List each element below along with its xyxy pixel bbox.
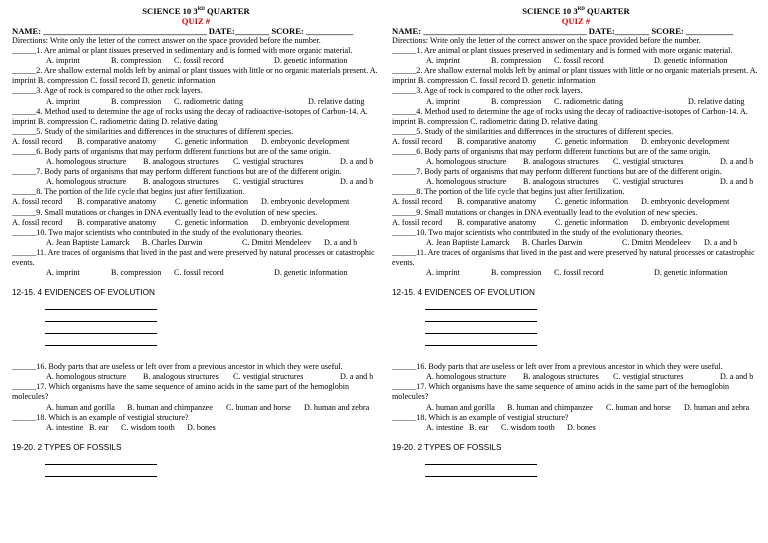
answer-option: D. a and b (720, 372, 754, 382)
title-superscript: RD (577, 7, 585, 12)
answer-blank-line[interactable] (45, 453, 157, 465)
answer-blank-line[interactable] (425, 465, 537, 477)
answer-option: C. genetic information (175, 136, 249, 146)
answer-option: D. a and b (340, 177, 374, 187)
answer-option: A. homologous structure (426, 177, 507, 187)
answer-option: D. a and b (340, 372, 374, 382)
answer-option: A. human and gorilla (426, 402, 495, 412)
answer-option: B. compression (491, 56, 542, 66)
answer-options (392, 177, 760, 187)
answer-option: D. human and zebra (304, 402, 370, 412)
answer-option: A. imprint (46, 56, 80, 66)
answer-option: B. compression (111, 56, 162, 66)
answer-option: C. vestigial structures (233, 372, 304, 382)
answer-options (12, 137, 380, 147)
answer-option: C. vestigial structures (613, 177, 684, 187)
answer-option: C. radiometric dating (554, 96, 624, 106)
answer-option: B. compression (111, 268, 162, 278)
answer-options (12, 268, 380, 278)
question-text: ______17. Which organisms have the same sequence of amino acids in the same part of the hemoglobin molecules? (392, 382, 730, 402)
answer-blank-line[interactable] (45, 465, 157, 477)
fossil-types-section-heading: 19-20. 2 TYPES OF FOSSILS (12, 442, 122, 452)
answer-option: D. embryonic development (261, 217, 350, 227)
answer-blank-line[interactable] (425, 310, 537, 322)
answer-option: A. imprint (46, 96, 80, 106)
answer-options (392, 403, 760, 413)
answer-option: B. Charles Darwin (522, 237, 583, 247)
answer-blank-line[interactable] (425, 334, 537, 346)
question-text: ______5. Study of the similarities and differences in the structures of different species. (392, 126, 674, 136)
fossil-types-section-heading: 19-20. 2 TYPES OF FOSSILS (392, 442, 502, 452)
question-text: ______4. Method used to determine the age of rocks using the decay of radioactive-isotopes of Carbon-14. A. imprint B. compression C. radiometric dating D. relative dating (392, 106, 748, 126)
answer-option: B. analogous structures (523, 372, 599, 382)
answer-blank-line[interactable] (45, 298, 157, 310)
answer-option: D. bones (567, 422, 596, 432)
answer-option: A. fossil record (392, 217, 443, 227)
answer-options (392, 372, 760, 382)
title-quarter: QUARTER (584, 5, 630, 16)
question-text: ______1. Are animal or plant tissues preserved in sedimentary and is formed with more organic material. (392, 46, 733, 56)
answer-option: A. imprint (426, 56, 460, 66)
quiz-column-left (12, 5, 380, 477)
question-text: ______16. Body parts that are useless or left over from a previous ancestor in which they were useful. (12, 362, 343, 372)
answer-options (392, 137, 760, 147)
answer-option: A. intestine (46, 422, 84, 432)
spacer (12, 346, 380, 362)
spacer (392, 346, 760, 362)
answer-option: A. imprint (426, 96, 460, 106)
answer-options (12, 218, 380, 228)
answer-option: C. wisdom tooth (121, 422, 175, 432)
name-date-score-line[interactable]: NAME: ______________________________________ DATE:________ SCORE: ___________ (12, 25, 354, 36)
answer-option: D. embryonic development (641, 217, 730, 227)
answer-option: B. comparative anatomy (77, 197, 157, 207)
answer-options (392, 423, 760, 433)
quiz-title (12, 5, 380, 16)
answer-options (392, 268, 760, 278)
answer-option: A. homologous structure (46, 177, 127, 187)
answer-option: A. fossil record (392, 197, 443, 207)
answer-option: C. genetic information (175, 217, 249, 227)
question-text: ______6. Body parts of organisms that may perform different functions but are of the same origin. (392, 146, 711, 156)
question-text: ______10. Two major scientists who contributed in the study of the evolutionary theories. (12, 227, 304, 237)
answer-option: A. intestine (426, 422, 464, 432)
question-text: ______8. The portion of the life cycle that begins just after fertilization. (12, 187, 245, 197)
answer-option: A. fossil record (12, 136, 63, 146)
answer-option: A. imprint (46, 268, 80, 278)
directions: Directions: Write only the letter of the correct answer on the space provided before the number. (12, 35, 321, 45)
directions: Directions: Write only the letter of the correct answer on the space provided before the number. (392, 35, 701, 45)
answer-option: B. analogous structures (523, 157, 599, 167)
answer-option: A. homologous structure (426, 157, 507, 167)
answer-option: B. ear (89, 422, 109, 432)
answer-option: A. homologous structure (426, 372, 507, 382)
answer-option: D. relative dating (688, 96, 745, 106)
answer-blank-line[interactable] (425, 322, 537, 334)
answer-option: B. compression (491, 96, 542, 106)
answer-option: C. Dmitri Mendeleev (242, 237, 312, 247)
answer-option: B. comparative anatomy (77, 217, 157, 227)
answer-option: B. comparative anatomy (457, 197, 537, 207)
answer-option: B. analogous structures (143, 372, 219, 382)
answer-option: C. fossil record (554, 56, 604, 66)
answer-option: D. genetic information (654, 268, 728, 278)
title-superscript: RD (197, 7, 205, 12)
evidences-section-heading: 12-15. 4 EVIDENCES OF EVOLUTION (392, 288, 535, 298)
question-text: ______6. Body parts of organisms that may perform different functions but are of the same origin. (12, 146, 331, 156)
answer-option: C. Dmitri Mendeleev (622, 237, 692, 247)
question-text: ______2. Are shallow external molds left by animal or plant tissues with little or no organic materials present. A. imprint B. compression C. fossil record D. genetic information (12, 66, 378, 86)
answer-option: C. vestigial structures (613, 157, 684, 167)
answer-options (392, 218, 760, 228)
answer-blank-line[interactable] (425, 453, 537, 465)
answer-options (12, 157, 380, 167)
answer-options (12, 403, 380, 413)
answer-option: C. genetic information (175, 197, 249, 207)
answer-option: C. vestigial structures (233, 157, 304, 167)
answer-blank-line[interactable] (425, 298, 537, 310)
answer-option: D. a and b (720, 177, 754, 187)
answer-blank-line[interactable] (45, 310, 157, 322)
answer-option: D. embryonic development (641, 136, 730, 146)
answer-options (392, 157, 760, 167)
answer-options (12, 423, 380, 433)
answer-option: A. Jean Baptiste Lamarck (426, 237, 510, 247)
answer-option: A. human and gorilla (46, 402, 115, 412)
answer-option: D. embryonic development (261, 136, 350, 146)
answer-option: A. fossil record (12, 217, 63, 227)
answer-option: A. fossil record (392, 136, 443, 146)
answer-option: D. human and zebra (684, 402, 750, 412)
quiz-number: QUIZ # (561, 15, 591, 26)
answer-options (12, 238, 380, 248)
question-text: ______1. Are animal or plant tissues preserved in sedimentary and is formed with more organic material. (12, 46, 353, 56)
question-text: ______18. Which is an example of vestigial structure? (12, 412, 189, 422)
answer-option: B. compression (111, 96, 162, 106)
answer-option: B. analogous structures (143, 177, 219, 187)
answer-options (12, 97, 380, 107)
question-text: ______18. Which is an example of vestigial structure? (392, 412, 569, 422)
question-text: ______9. Small mutations or changes in DNA eventually lead to the evolution of new species. (392, 207, 698, 217)
answer-option: C. genetic information (555, 217, 629, 227)
title-quarter: QUARTER (204, 5, 250, 16)
answer-option: B. human and chimpanzee (127, 402, 213, 412)
answer-options (392, 97, 760, 107)
answer-option: C. genetic information (555, 197, 629, 207)
answer-option: B. ear (469, 422, 489, 432)
question-text: ______17. Which organisms have the same sequence of amino acids in the same part of the hemoglobin molecules? (12, 382, 350, 402)
answer-options (12, 177, 380, 187)
answer-option: C. vestigial structures (613, 372, 684, 382)
question-text: ______11. Are traces of organisms that lived in the past and were preserved by natural processes or catastrophic events. (12, 247, 375, 268)
quiz-title (392, 5, 760, 16)
answer-option: B. comparative anatomy (457, 217, 537, 227)
answer-options (392, 56, 760, 66)
answer-option: D. embryonic development (261, 197, 350, 207)
question-text: ______8. The portion of the life cycle that begins just after fertilization. (392, 187, 625, 197)
answer-option: C. fossil record (174, 268, 224, 278)
answer-option: D. a and b (340, 157, 374, 167)
question-text: ______3. Age of rock is compared to the other rock layers. (12, 86, 203, 96)
answer-options (12, 56, 380, 66)
answer-option: A. homologous structure (46, 372, 127, 382)
answer-option: C. human and horse (226, 402, 291, 412)
answer-option: D. a and b (324, 237, 358, 247)
answer-option: A. homologous structure (46, 157, 127, 167)
answer-options (12, 372, 380, 382)
answer-option: D. relative dating (308, 96, 365, 106)
answer-option: D. genetic information (274, 56, 348, 66)
quiz-number: QUIZ # (181, 15, 211, 26)
answer-option: A. fossil record (12, 197, 63, 207)
evidences-section-heading: 12-15. 4 EVIDENCES OF EVOLUTION (12, 288, 155, 298)
answer-blank-line[interactable] (45, 334, 157, 346)
name-date-score-line[interactable]: NAME: ______________________________________ DATE:________ SCORE: ___________ (392, 25, 734, 36)
answer-option: D. a and b (704, 237, 738, 247)
question-text: ______4. Method used to determine the age of rocks using the decay of radioactive-isotopes of Carbon-14. A. imprint B. compression C. radiometric dating D. relative dating (12, 106, 368, 126)
answer-option: C. genetic information (555, 136, 629, 146)
question-text: ______7. Body parts of organisms that may perform different functions but are of the different origin. (392, 167, 722, 177)
answer-option: D. genetic information (274, 268, 348, 278)
answer-option: D. a and b (720, 157, 754, 167)
answer-option: C. fossil record (174, 56, 224, 66)
question-text: ______2. Are shallow external molds left by animal or plant tissues with little or no organic materials present. A. imprint B. compression C. fossil record D. genetic information (392, 66, 758, 86)
answer-option: C. fossil record (554, 268, 604, 278)
question-text: ______11. Are traces of organisms that lived in the past and were preserved by natural processes or catastrophic events. (392, 247, 755, 268)
answer-option: D. bones (187, 422, 216, 432)
question-text: ______10. Two major scientists who contributed in the study of the evolutionary theories. (392, 227, 684, 237)
answer-option: B. compression (491, 268, 542, 278)
question-text: ______7. Body parts of organisms that may perform different functions but are of the different origin. (12, 167, 342, 177)
answer-option: B. analogous structures (523, 177, 599, 187)
answer-option: B. Charles Darwin (142, 237, 203, 247)
answer-option: C. radiometric dating (174, 96, 244, 106)
answer-option: B. comparative anatomy (77, 136, 157, 146)
question-text: ______16. Body parts that are useless or left over from a previous ancestor in which they were useful. (392, 362, 723, 372)
answer-options (12, 197, 380, 207)
question-text: ______9. Small mutations or changes in DNA eventually lead to the evolution of new species. (12, 207, 318, 217)
answer-options (392, 197, 760, 207)
title-text: SCIENCE 10 3 (522, 5, 578, 16)
answer-option: D. embryonic development (641, 197, 730, 207)
answer-option: A. imprint (426, 268, 460, 278)
answer-option: C. wisdom tooth (501, 422, 555, 432)
quiz-column-right (392, 5, 760, 477)
answer-option: B. human and chimpanzee (507, 402, 593, 412)
answer-option: A. Jean Baptiste Lamarck (46, 237, 130, 247)
answer-options (392, 238, 760, 248)
answer-option: C. vestigial structures (233, 177, 304, 187)
answer-option: D. genetic information (654, 56, 728, 66)
title-text: SCIENCE 10 3 (142, 5, 198, 16)
answer-option: C. human and horse (606, 402, 671, 412)
question-text: ______3. Age of rock is compared to the other rock layers. (392, 86, 583, 96)
answer-option: B. analogous structures (143, 157, 219, 167)
question-text: ______5. Study of the similarities and differences in the structures of different species. (12, 126, 294, 136)
answer-option: B. comparative anatomy (457, 136, 537, 146)
answer-blank-line[interactable] (45, 322, 157, 334)
